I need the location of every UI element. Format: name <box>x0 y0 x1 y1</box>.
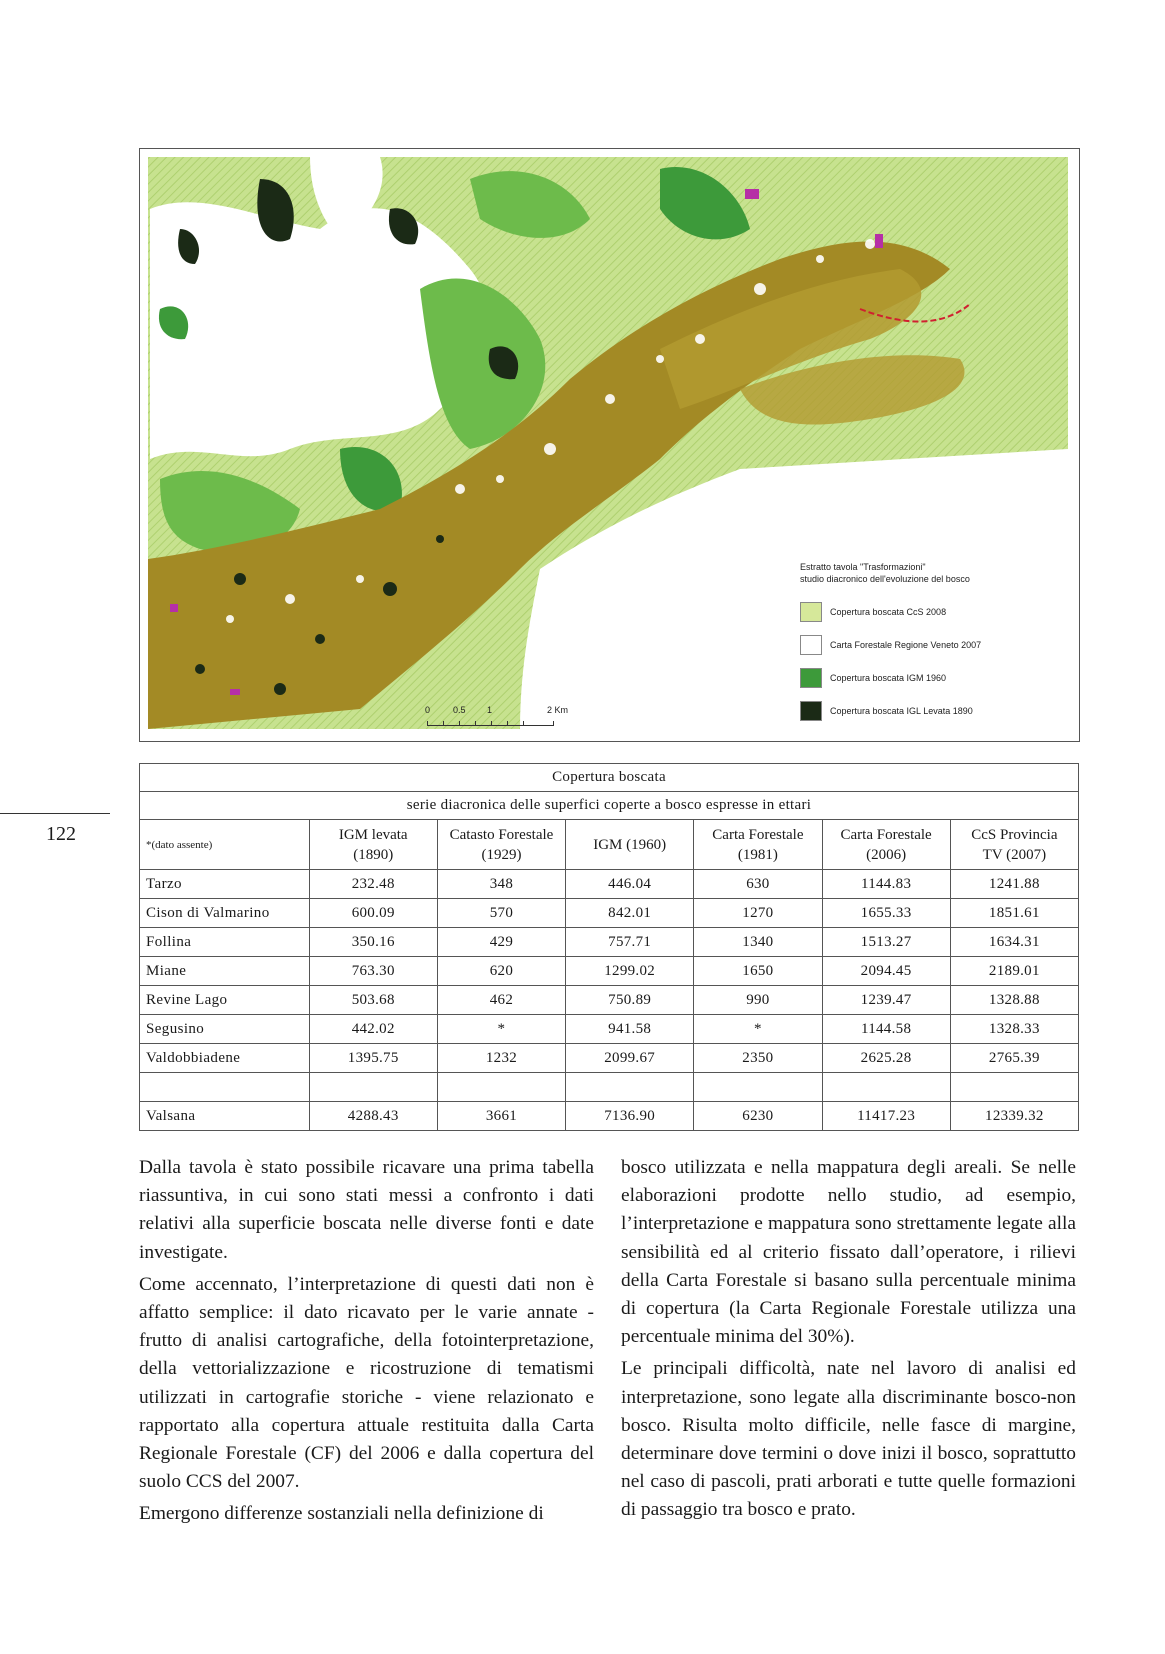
table-cell: 3661 <box>437 1102 565 1131</box>
table-header-row <box>140 820 1079 870</box>
column-header-line2: (1890) <box>353 846 394 863</box>
table-row <box>140 928 1079 957</box>
legend-swatch <box>800 635 822 655</box>
column-header-line1: IGM (1960) <box>593 836 667 853</box>
legend-title-line2: studio diacronico dell'evoluzione del bosco <box>800 574 970 584</box>
table-cell <box>694 1073 822 1102</box>
table-cell: 350.16 <box>309 928 437 957</box>
table-body <box>140 870 1079 1073</box>
scale-tick <box>427 721 428 726</box>
table-cell: 12339.32 <box>950 1102 1078 1131</box>
table-title-row <box>140 764 1079 792</box>
paragraph: Dalla tavola è stato possibile ricavare una prima tabella riassuntiva, in cui sono stati messi a confronto i dati relativi alla superficie boscata nelle diverse fonti e date investigate. <box>139 1157 594 1263</box>
table-subtitle: serie diacronica delle superfici coperte a bosco espresse in ettari <box>140 792 1079 820</box>
table-cell: 842.01 <box>566 899 694 928</box>
table-cell: 2350 <box>694 1044 822 1073</box>
scale-tick <box>553 721 554 726</box>
table-cell: 2094.45 <box>822 957 950 986</box>
column-header-line1: Carta Forestale <box>712 826 804 843</box>
column-header-line2: (1929) <box>481 846 522 863</box>
forest-cover-table <box>139 763 1079 1131</box>
table-cell: 757.71 <box>566 928 694 957</box>
forest-cover-map <box>139 148 1080 742</box>
paragraph: bosco utilizzata e nella mappatura degli areali. Se nelle elaborazioni prodotte nello studio, ad esempio, l’interpretazione e mappatura sono strettamente legate alla sensibilità ed al criterio fissato dall’operatore, i rilievi della Carta Forestale si basano sulla percentuale minima di copertura (la Carta Regionale Forestale utilizza una percentuale minima del 30%). <box>621 1157 1076 1348</box>
column-header-line1: CcS Provincia <box>971 826 1058 843</box>
table-cell: 1851.61 <box>950 899 1078 928</box>
column-header <box>822 820 950 870</box>
row-name: Miane <box>140 957 310 986</box>
table-row-total <box>140 1102 1079 1131</box>
table-row <box>140 1015 1079 1044</box>
table-cell: 630 <box>694 870 822 899</box>
body-column-right <box>621 1154 1076 1529</box>
table-row-blank <box>140 1073 1079 1102</box>
map-legend <box>800 561 1070 727</box>
table-cell: 1650 <box>694 957 822 986</box>
table-cell: 570 <box>437 899 565 928</box>
legend-swatch <box>800 602 822 622</box>
table-cell: 1328.33 <box>950 1015 1078 1044</box>
table-cell: 1144.58 <box>822 1015 950 1044</box>
legend-item-ccs-2008 <box>800 595 1070 628</box>
column-header-line2: (1981) <box>737 846 778 863</box>
table-cell: 600.09 <box>309 899 437 928</box>
legend-swatch <box>800 701 822 721</box>
table-cell: 4288.43 <box>309 1102 437 1131</box>
paragraph: Emergono differenze sostanziali nella definizione di <box>139 1503 544 1525</box>
row-name: Valdobbiadene <box>140 1044 310 1073</box>
row-name: Revine Lago <box>140 986 310 1015</box>
column-header-line1: Catasto Forestale <box>449 826 554 843</box>
legend-label: Copertura boscata IGM 1960 <box>830 672 947 683</box>
legend-label: Copertura boscata IGL Levata 1890 <box>830 705 973 716</box>
scale-tick <box>491 721 492 726</box>
column-header <box>950 820 1078 870</box>
row-name: Tarzo <box>140 870 310 899</box>
table-cell: 2765.39 <box>950 1044 1078 1073</box>
legend-item-igl-1890 <box>800 694 1070 727</box>
scale-line <box>427 725 553 726</box>
scale-bar <box>423 705 593 735</box>
scale-tick <box>443 721 444 726</box>
table-cell: 2099.67 <box>566 1044 694 1073</box>
paragraph: Come accennato, l’interpretazione di questi dati non è affatto semplice: il dato ricavato per le varie annate - frutto di analisi cartografiche, della fotointerpretazione, della vettorializzazione e ricostruzione di tematismi utilizzati in cartografie storiche - viene relazionato e rapportato alla copertura attuale restituita dalla Carta Regionale Forestale (CF) del 2006 e dalla copertura del suolo CCS del 2007. <box>139 1273 594 1493</box>
scale-tick <box>507 721 508 726</box>
table-row <box>140 870 1079 899</box>
table-cell: 1270 <box>694 899 822 928</box>
page-number: 122 <box>46 823 76 845</box>
paragraph: Le principali difficoltà, nate nel lavoro di analisi ed interpretazione, sono legate alla discriminante bosco-non bosco. Risulta molto difficile, nelle fasce di margine, determinare dove termini o dove inizi il bosco, soprattutto nel caso di pascoli, prati arborati e tutte quelle formazioni di passaggio tra bosco e prato. <box>621 1358 1076 1521</box>
page-rule <box>0 813 110 814</box>
table-cell: 1299.02 <box>566 957 694 986</box>
scale-label: 0.5 <box>453 705 466 715</box>
legend-item-carta-forestale-2007 <box>800 628 1070 661</box>
table-cell: 11417.23 <box>822 1102 950 1131</box>
scale-tick <box>459 721 460 726</box>
legend-label: Copertura boscata CcS 2008 <box>830 606 947 617</box>
legend-title-line1: Estratto tavola "Trasformazioni" <box>800 562 926 572</box>
table-cell: 1513.27 <box>822 928 950 957</box>
table-cell: * <box>437 1015 565 1044</box>
table-cell: 1395.75 <box>309 1044 437 1073</box>
table-cell: 503.68 <box>309 986 437 1015</box>
column-header <box>694 820 822 870</box>
row-name: Follina <box>140 928 310 957</box>
column-header <box>437 820 565 870</box>
table-cell: 1634.31 <box>950 928 1078 957</box>
table-cell: 429 <box>437 928 565 957</box>
table-cell: 620 <box>437 957 565 986</box>
scale-label: 0 <box>425 705 431 715</box>
table-cell: 1232 <box>437 1044 565 1073</box>
table-cell <box>309 1073 437 1102</box>
column-header-line2: TV (2007) <box>982 846 1047 863</box>
scale-tick <box>475 721 476 726</box>
column-header-line2: (2006) <box>866 846 907 863</box>
column-header-line1: Carta Forestale <box>840 826 932 843</box>
row-name: Valsana <box>140 1102 310 1131</box>
legend-swatch <box>800 668 822 688</box>
table-subtitle-row <box>140 792 1079 820</box>
table-cell <box>437 1073 565 1102</box>
table-cell: 442.02 <box>309 1015 437 1044</box>
table-cell: 1340 <box>694 928 822 957</box>
column-header <box>309 820 437 870</box>
table-row <box>140 899 1079 928</box>
body-column-left <box>139 1154 594 1533</box>
table-cell <box>950 1073 1078 1102</box>
scale-tick <box>523 721 524 726</box>
table-cell: 941.58 <box>566 1015 694 1044</box>
legend-item-igm-1960 <box>800 661 1070 694</box>
table-cell: 990 <box>694 986 822 1015</box>
scale-label: 2 Km <box>547 705 569 715</box>
table-cell: 1655.33 <box>822 899 950 928</box>
table-cell: 2625.28 <box>822 1044 950 1073</box>
table-cell <box>140 1073 310 1102</box>
column-header <box>566 820 694 870</box>
table-cell: 6230 <box>694 1102 822 1131</box>
table-cell: 750.89 <box>566 986 694 1015</box>
table-note: *(dato assente) <box>140 820 310 870</box>
table-row <box>140 1044 1079 1073</box>
legend-label: Carta Forestale Regione Veneto 2007 <box>830 639 982 650</box>
legend-title <box>800 561 1070 585</box>
table-row <box>140 957 1079 986</box>
table-cell: 232.48 <box>309 870 437 899</box>
row-name: Cison di Valmarino <box>140 899 310 928</box>
table-cell: 763.30 <box>309 957 437 986</box>
table-cell: 2189.01 <box>950 957 1078 986</box>
table-cell: * <box>694 1015 822 1044</box>
scale-label: 1 <box>487 705 493 715</box>
table-cell: 7136.90 <box>566 1102 694 1131</box>
table-cell <box>566 1073 694 1102</box>
table-cell: 1241.88 <box>950 870 1078 899</box>
table-row <box>140 986 1079 1015</box>
table-cell: 462 <box>437 986 565 1015</box>
column-header-line1: IGM levata <box>338 826 408 843</box>
table-cell: 348 <box>437 870 565 899</box>
table-cell: 1144.83 <box>822 870 950 899</box>
table-cell: 446.04 <box>566 870 694 899</box>
table-cell: 1239.47 <box>822 986 950 1015</box>
table-cell <box>822 1073 950 1102</box>
table-cell: 1328.88 <box>950 986 1078 1015</box>
table-title: Copertura boscata <box>140 764 1079 792</box>
row-name: Segusino <box>140 1015 310 1044</box>
